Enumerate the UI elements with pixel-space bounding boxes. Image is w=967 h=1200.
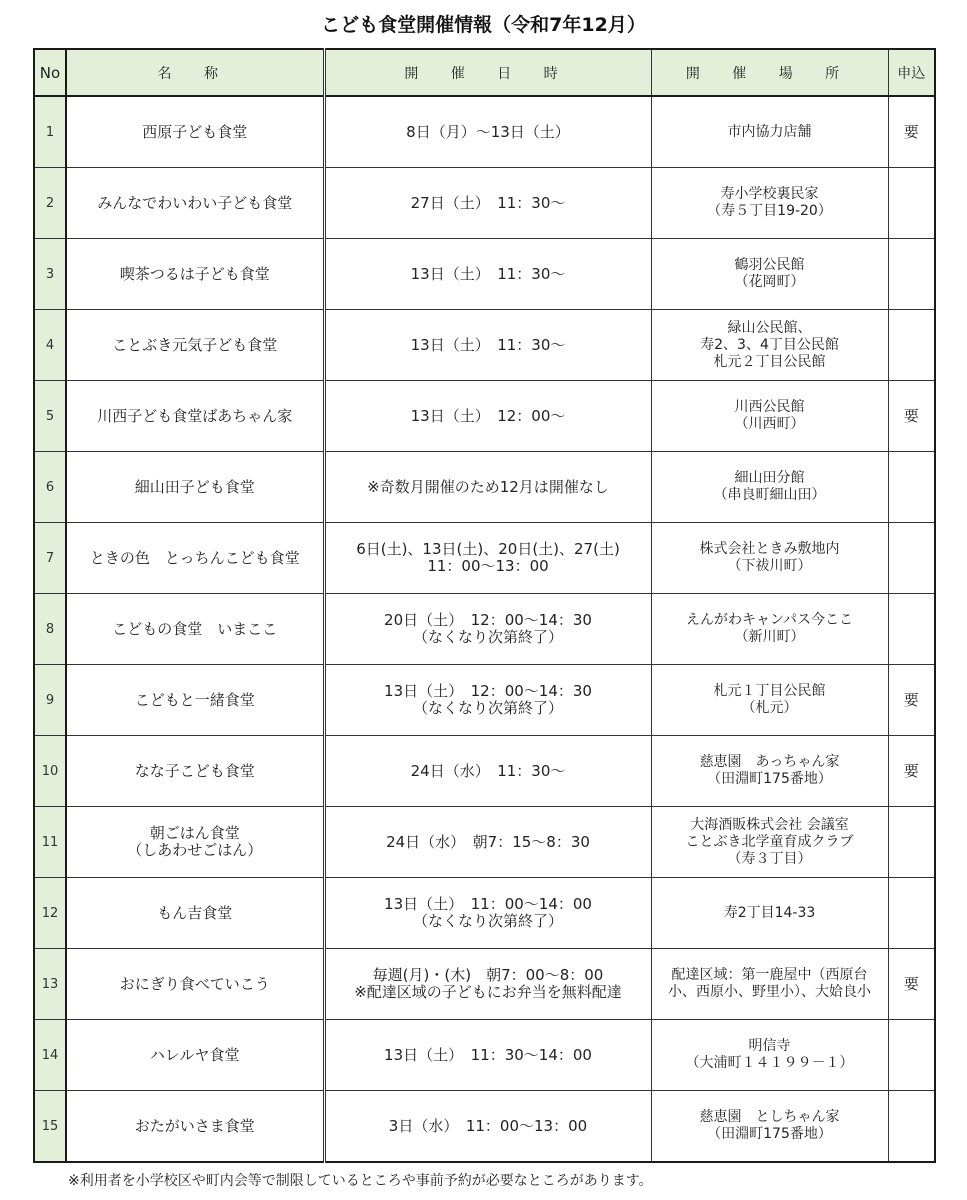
cafeteria-name: [66, 310, 324, 381]
row-number: 7: [34, 523, 66, 594]
event-location-line: （川西町）: [734, 416, 805, 432]
event-location: [651, 594, 888, 665]
cafeteria-name: [66, 96, 324, 168]
event-location-line: 市内協力店舗: [727, 123, 812, 140]
event-datetime: [324, 736, 651, 807]
row-number: 11: [34, 807, 66, 878]
event-datetime-line: 13日（土） 11：30～: [410, 335, 566, 354]
application-required: [888, 168, 935, 239]
row-number: 14: [34, 1020, 66, 1091]
cafeteria-name-line: ハレルヤ食堂: [149, 1045, 240, 1064]
header-no: No: [34, 49, 66, 96]
event-datetime: [324, 239, 651, 310]
table-body: [34, 96, 935, 1162]
event-datetime-line: 24日（水） 朝7：15～8：30: [386, 832, 590, 851]
cafeteria-name-line: 喫茶つるは子ども食堂: [119, 264, 270, 283]
event-location: [651, 665, 888, 736]
event-location-line: （新川町）: [734, 629, 805, 645]
row-number: 10: [34, 736, 66, 807]
event-location-line: （串良町細山田）: [713, 487, 826, 503]
event-datetime-line: 毎週(月)・(木) 朝7：00～8：00: [372, 966, 604, 984]
table-row: [34, 878, 935, 949]
cafeteria-name: [66, 239, 324, 310]
row-number: 13: [34, 949, 66, 1020]
table-row: [34, 1020, 935, 1091]
event-datetime-line: ※配達区域の子どもにお弁当を無料配達: [354, 983, 622, 1001]
cafeteria-name: [66, 1091, 324, 1163]
schedule-table: [33, 48, 936, 1163]
event-location-line: 緑山公民館、: [727, 319, 812, 336]
event-location: [651, 381, 888, 452]
event-datetime-line: 27日（土） 11：30～: [410, 193, 566, 212]
event-datetime-line: 11：00～13：00: [427, 557, 549, 575]
row-number: 1: [34, 96, 66, 168]
cafeteria-name: [66, 452, 324, 523]
event-location-line: 寿2丁目14-33: [723, 904, 816, 921]
row-number: 9: [34, 665, 66, 736]
event-location: [651, 452, 888, 523]
event-location-line: （田淵町175番地）: [707, 1126, 832, 1142]
cafeteria-name-line: ときの色 とっちんこども食堂: [89, 548, 300, 567]
event-location: [651, 1020, 888, 1091]
event-location-line: 大海酒販株式会社 会議室: [690, 816, 849, 833]
event-location-line: ことぶき北学童育成クラブ: [685, 833, 854, 850]
event-datetime: [324, 96, 651, 168]
event-location-line: （札元）: [741, 700, 798, 716]
event-datetime: [324, 523, 651, 594]
application-required: 要: [888, 96, 935, 168]
table-row: [34, 381, 935, 452]
cafeteria-name-line: 西原子ども食堂: [142, 122, 248, 141]
event-location-line: 配達区域：第一鹿屋中（西原台: [671, 967, 868, 983]
cafeteria-name-line: 朝ごはん食堂: [149, 824, 240, 842]
event-location: [651, 310, 888, 381]
application-required: [888, 1020, 935, 1091]
event-location-line: （寿３丁目）: [727, 850, 812, 867]
cafeteria-name: [66, 665, 324, 736]
header-date: [324, 49, 651, 96]
event-location-line: 慈恵園 としちゃん家: [699, 1109, 840, 1125]
event-datetime-line: 13日（土） 11：30～: [410, 264, 566, 283]
event-datetime: [324, 878, 651, 949]
header-name: [66, 49, 324, 96]
event-location-line: 株式会社ときみ敷地内: [699, 541, 840, 557]
application-required: 要: [888, 381, 935, 452]
row-number: 15: [34, 1091, 66, 1163]
header-place: [651, 49, 888, 96]
application-required: 要: [888, 949, 935, 1020]
event-datetime-line: 13日（土） 12：00～14：30: [384, 682, 592, 700]
event-datetime: [324, 1091, 651, 1163]
table-row: [34, 594, 935, 665]
application-required: [888, 523, 935, 594]
header-date-label: 開 催 日 時: [404, 65, 572, 82]
cafeteria-name-line: ことぶき元気子ども食堂: [112, 335, 278, 354]
event-datetime-line: 8日（月）～13日（土）: [406, 122, 570, 141]
page-title: こども食堂開催情報（令和7年12月）: [321, 14, 646, 36]
table-row: [34, 168, 935, 239]
event-datetime-line: ※奇数月開催のため12月は開催なし: [367, 477, 609, 496]
event-datetime: [324, 807, 651, 878]
cafeteria-name-line: おたがいさま食堂: [134, 1116, 255, 1135]
row-number: 5: [34, 381, 66, 452]
cafeteria-name-line: おにぎり食べていこう: [119, 974, 270, 993]
event-datetime: [324, 168, 651, 239]
event-location-line: 小、西原小、野里小）、大姶良小: [668, 984, 871, 1000]
table-row: [34, 310, 935, 381]
event-datetime-line: 24日（水） 11：30～: [410, 761, 566, 780]
application-required: 要: [888, 736, 935, 807]
cafeteria-name-line: こどもと一緒食堂: [134, 690, 255, 709]
event-location: [651, 949, 888, 1020]
application-required: 要: [888, 665, 935, 736]
event-location-line: 川西公民館: [734, 399, 805, 415]
footnote: ※利用者を小学校区や町内会等で制限しているところや事前予約が必要なところがあります。: [68, 1173, 653, 1189]
cafeteria-name: [66, 523, 324, 594]
header-row: [34, 49, 935, 96]
cafeteria-name: [66, 736, 324, 807]
cafeteria-name: [66, 807, 324, 878]
event-datetime: [324, 949, 651, 1020]
application-required: [888, 310, 935, 381]
event-location-line: （田淵町175番地）: [707, 771, 832, 787]
event-location-line: えんがわキャンパス今ここ: [685, 612, 854, 628]
cafeteria-name-line: なな子こども食堂: [134, 761, 255, 780]
event-location-line: （花岡町）: [734, 274, 805, 290]
header-apply: 申込: [888, 49, 935, 96]
event-datetime: [324, 381, 651, 452]
event-location-line: 札元１丁目公民館: [713, 683, 826, 699]
event-datetime-line: 3日（水） 11：00～13：00: [388, 1116, 588, 1135]
table-row: [34, 1091, 935, 1163]
event-datetime: [324, 452, 651, 523]
event-location: [651, 807, 888, 878]
table-row: [34, 949, 935, 1020]
table-row: [34, 665, 935, 736]
event-datetime-line: 13日（土） 12：00～: [410, 406, 566, 425]
cafeteria-name: [66, 594, 324, 665]
cafeteria-name: [66, 949, 324, 1020]
application-required: [888, 1091, 935, 1163]
event-datetime: [324, 594, 651, 665]
event-datetime-line: （なくなり次第終了）: [412, 628, 563, 646]
event-location: [651, 239, 888, 310]
event-location-line: 札元２丁目公民館: [713, 353, 826, 370]
event-location-line: （下祓川町）: [727, 558, 812, 574]
event-datetime-line: 20日（土） 12：00～14：30: [384, 611, 592, 629]
cafeteria-name-line: もん吉食堂: [157, 903, 233, 922]
event-location: [651, 878, 888, 949]
event-location-line: 鶴羽公民館: [734, 257, 805, 273]
row-number: 4: [34, 310, 66, 381]
application-required: [888, 239, 935, 310]
event-location-line: （寿５丁目19-20）: [707, 203, 832, 219]
table-row: [34, 96, 935, 168]
header-name-label: 名 称: [157, 65, 232, 82]
table-row: [34, 736, 935, 807]
event-datetime-line: （なくなり次第終了）: [412, 912, 563, 930]
event-location-line: 寿小学校裏民家: [720, 186, 819, 202]
cafeteria-name-line: こどもの食堂 いまここ: [112, 619, 278, 638]
application-required: [888, 878, 935, 949]
application-required: [888, 594, 935, 665]
application-required: [888, 807, 935, 878]
event-datetime-line: 6日(土)、13日(土)、20日(土)、27(土): [356, 540, 620, 558]
table-row: [34, 239, 935, 310]
event-location-line: 細山田分館: [734, 470, 805, 486]
application-required: [888, 452, 935, 523]
cafeteria-name-line: 細山田子ども食堂: [134, 477, 255, 496]
event-location: [651, 1091, 888, 1163]
event-location: [651, 96, 888, 168]
cafeteria-name: [66, 878, 324, 949]
event-datetime: [324, 310, 651, 381]
table-row: [34, 807, 935, 878]
row-number: 12: [34, 878, 66, 949]
table-row: [34, 452, 935, 523]
row-number: 2: [34, 168, 66, 239]
row-number: 3: [34, 239, 66, 310]
event-datetime-line: 13日（土） 11：00～14：00: [384, 895, 592, 913]
event-location: [651, 168, 888, 239]
table-row: [34, 523, 935, 594]
header-place-label: 開 催 場 所: [685, 65, 854, 82]
cafeteria-name: [66, 168, 324, 239]
row-number: 6: [34, 452, 66, 523]
event-datetime-line: （なくなり次第終了）: [412, 699, 563, 717]
cafeteria-name: [66, 1020, 324, 1091]
event-location: [651, 736, 888, 807]
event-location-line: 明信寺: [748, 1038, 791, 1054]
event-datetime: [324, 665, 651, 736]
event-location: [651, 523, 888, 594]
cafeteria-name-line: みんなでわいわい子ども食堂: [97, 193, 293, 212]
event-location-line: 慈恵園 あっちゃん家: [699, 754, 840, 770]
event-datetime: [324, 1020, 651, 1091]
row-number: 8: [34, 594, 66, 665]
event-datetime-line: 13日（土） 11：30～14：00: [384, 1045, 592, 1064]
cafeteria-name-line: 川西子ども食堂ばあちゃん家: [97, 406, 293, 425]
event-location-line: 寿2、3、4丁目公民館: [700, 336, 839, 353]
cafeteria-name-line: （しあわせごはん）: [127, 841, 263, 859]
cafeteria-name: [66, 381, 324, 452]
event-location-line: （大浦町１４１９９－１）: [685, 1055, 854, 1071]
